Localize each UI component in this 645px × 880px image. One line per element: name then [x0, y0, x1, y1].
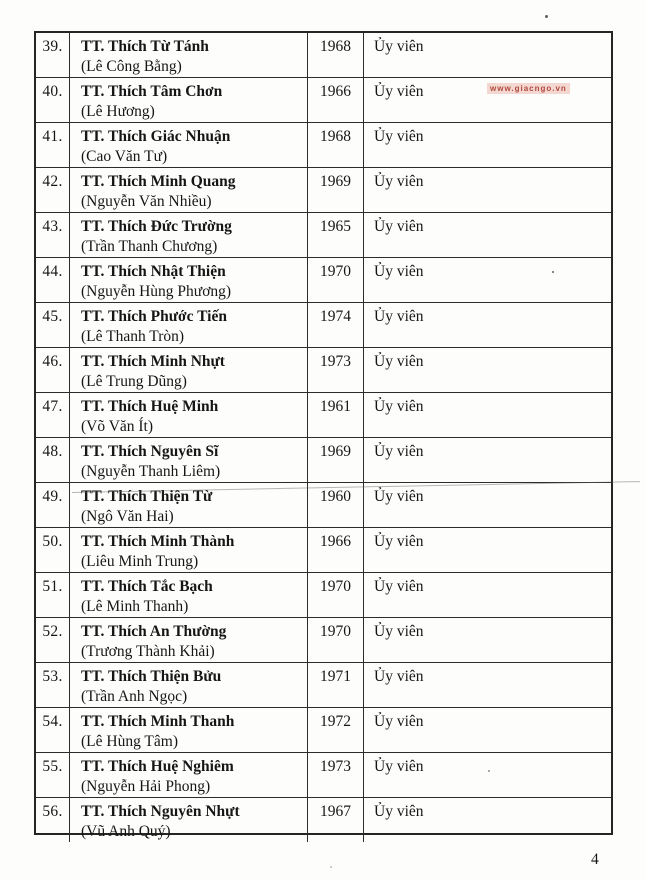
member-name-cell — [70, 123, 308, 167]
row-number: 42. — [36, 168, 70, 212]
member-birth-year: 1970 — [308, 573, 364, 617]
table-row — [36, 167, 611, 212]
member-role: Ủy viên — [374, 443, 424, 460]
table-row — [36, 392, 611, 437]
row-number: 54. — [36, 708, 70, 752]
member-role: Ủy viên — [374, 398, 424, 415]
member-role: Ủy viên — [374, 263, 424, 280]
member-birth-name: (Lê Minh Thanh) — [81, 598, 189, 615]
member-name-cell — [70, 213, 308, 257]
table-row — [36, 347, 611, 392]
member-name-cell — [70, 168, 308, 212]
row-number: 53. — [36, 663, 70, 707]
table-row — [36, 257, 611, 302]
member-birth-year: 1968 — [308, 33, 364, 77]
member-role: Ủy viên — [374, 128, 424, 145]
member-name-cell — [70, 528, 308, 572]
member-title-name: TT. Thích Phước Tiến — [81, 308, 227, 325]
member-birth-name: (Lê Công Bằng) — [81, 58, 182, 75]
page-number: 4 — [591, 851, 599, 868]
member-birth-year: 1973 — [308, 348, 364, 392]
member-name-cell — [70, 438, 308, 482]
scan-speck — [330, 866, 332, 868]
member-birth-name: (Lê Thanh Tròn) — [81, 328, 185, 345]
member-role: Ủy viên — [374, 83, 424, 100]
row-number: 55. — [36, 753, 70, 797]
member-role: Ủy viên — [374, 308, 424, 325]
member-title-name: TT. Thích An Thường — [81, 623, 227, 640]
member-role: Ủy viên — [374, 578, 424, 595]
member-title-name: TT. Thích Thiện Từ — [81, 488, 213, 505]
row-number: 45. — [36, 303, 70, 347]
member-name-cell — [70, 753, 308, 797]
members-table — [34, 31, 613, 840]
member-birth-year: 1969 — [308, 168, 364, 212]
member-name-cell — [70, 618, 308, 662]
member-title-name: TT. Thích Đức Trường — [81, 218, 232, 235]
member-birth-name: (Nguyễn Thanh Liêm) — [81, 463, 221, 480]
table-row — [36, 212, 611, 257]
table-row — [36, 122, 611, 167]
member-title-name: TT. Thích Nguyên Nhựt — [81, 803, 240, 820]
row-number: 56. — [36, 798, 70, 842]
member-name-cell — [70, 708, 308, 752]
member-title-name: TT. Thích Nhật Thiện — [81, 263, 226, 280]
table-row — [36, 482, 611, 527]
member-role: Ủy viên — [374, 173, 424, 190]
row-number: 48. — [36, 438, 70, 482]
member-birth-year: 1973 — [308, 753, 364, 797]
member-birth-name: (Võ Văn Ít) — [81, 418, 154, 435]
row-number: 46. — [36, 348, 70, 392]
member-birth-name: (Lê Hương) — [81, 103, 155, 120]
member-name-cell — [70, 258, 308, 302]
member-title-name: TT. Thích Minh Thanh — [81, 713, 235, 730]
member-name-cell — [70, 303, 308, 347]
member-birth-name: (Cao Văn Tư) — [81, 148, 168, 165]
member-birth-name: (Vũ Anh Quý) — [81, 823, 171, 840]
member-birth-year: 1974 — [308, 303, 364, 347]
member-birth-name: (Lê Trung Dũng) — [81, 373, 187, 390]
table-row — [36, 33, 611, 77]
member-name-cell — [70, 78, 308, 122]
table-row — [36, 797, 611, 842]
row-number: 41. — [36, 123, 70, 167]
member-birth-name: (Nguyễn Văn Nhiều) — [81, 193, 212, 210]
member-role: Ủy viên — [374, 533, 424, 550]
table-row — [36, 302, 611, 347]
row-number: 52. — [36, 618, 70, 662]
row-number: 51. — [36, 573, 70, 617]
table-row — [36, 617, 611, 662]
member-birth-year: 1967 — [308, 798, 364, 842]
member-title-name: TT. Thích Tâm Chơn — [81, 83, 223, 100]
row-number: 43. — [36, 213, 70, 257]
member-title-name: TT. Thích Huệ Minh — [81, 398, 219, 415]
member-birth-year: 1969 — [308, 438, 364, 482]
member-name-cell — [70, 798, 308, 842]
member-name-cell — [70, 348, 308, 392]
member-birth-year: 1970 — [308, 258, 364, 302]
row-number: 44. — [36, 258, 70, 302]
member-birth-year: 1968 — [308, 123, 364, 167]
member-name-cell — [70, 663, 308, 707]
member-title-name: TT. Thích Tắc Bạch — [81, 578, 213, 595]
member-birth-year: 1960 — [308, 483, 364, 527]
member-title-name: TT. Thích Nguyên Sĩ — [81, 443, 219, 460]
member-title-name: TT. Thích Huệ Nghiêm — [81, 758, 234, 775]
member-role: Ủy viên — [374, 668, 424, 685]
member-role: Ủy viên — [374, 623, 424, 640]
member-birth-name: (Liêu Minh Trung) — [81, 553, 199, 570]
member-title-name: TT. Thích Từ Tánh — [81, 38, 209, 55]
member-birth-year: 1972 — [308, 708, 364, 752]
table-row — [36, 707, 611, 752]
table-row — [36, 527, 611, 572]
member-birth-year: 1961 — [308, 393, 364, 437]
member-name-cell — [70, 393, 308, 437]
member-birth-name: (Nguyễn Hùng Phương) — [81, 283, 232, 300]
giacngo-watermark: www.giacngo.vn — [487, 83, 570, 94]
member-role: Ủy viên — [374, 488, 424, 505]
row-number: 49. — [36, 483, 70, 527]
member-birth-year: 1965 — [308, 213, 364, 257]
table-row — [36, 572, 611, 617]
member-birth-year: 1971 — [308, 663, 364, 707]
row-number: 50. — [36, 528, 70, 572]
row-number: 40. — [36, 78, 70, 122]
member-title-name: TT. Thích Giác Nhuận — [81, 128, 231, 145]
member-title-name: TT. Thích Minh Nhựt — [81, 353, 225, 370]
member-name-cell — [70, 33, 308, 77]
scan-speck — [545, 15, 548, 18]
member-name-cell — [70, 483, 308, 527]
member-birth-year: 1970 — [308, 618, 364, 662]
member-title-name: TT. Thích Thiện Bửu — [81, 668, 222, 685]
member-name-cell — [70, 573, 308, 617]
member-role: Ủy viên — [374, 803, 424, 820]
member-role: Ủy viên — [374, 218, 424, 235]
member-title-name: TT. Thích Minh Thành — [81, 533, 235, 550]
member-title-name: TT. Thích Minh Quang — [81, 173, 236, 190]
member-role: Ủy viên — [374, 353, 424, 370]
member-role: Ủy viên — [374, 713, 424, 730]
member-birth-year: 1966 — [308, 528, 364, 572]
member-role: Ủy viên — [374, 38, 424, 55]
row-number: 47. — [36, 393, 70, 437]
member-birth-name: (Ngô Văn Hai) — [81, 508, 174, 525]
member-birth-name: (Nguyễn Hải Phong) — [81, 778, 211, 795]
table-row — [36, 437, 611, 482]
member-birth-name: (Trần Thanh Chương) — [81, 238, 218, 255]
row-number: 39. — [36, 33, 70, 77]
table-row — [36, 752, 611, 797]
table-row — [36, 662, 611, 707]
member-birth-name: (Trương Thành Khải) — [81, 643, 215, 660]
member-birth-name: (Lê Hùng Tâm) — [81, 733, 178, 750]
member-role: Ủy viên — [374, 758, 424, 775]
member-birth-year: 1966 — [308, 78, 364, 122]
member-birth-name: (Trần Anh Ngọc) — [81, 688, 188, 705]
